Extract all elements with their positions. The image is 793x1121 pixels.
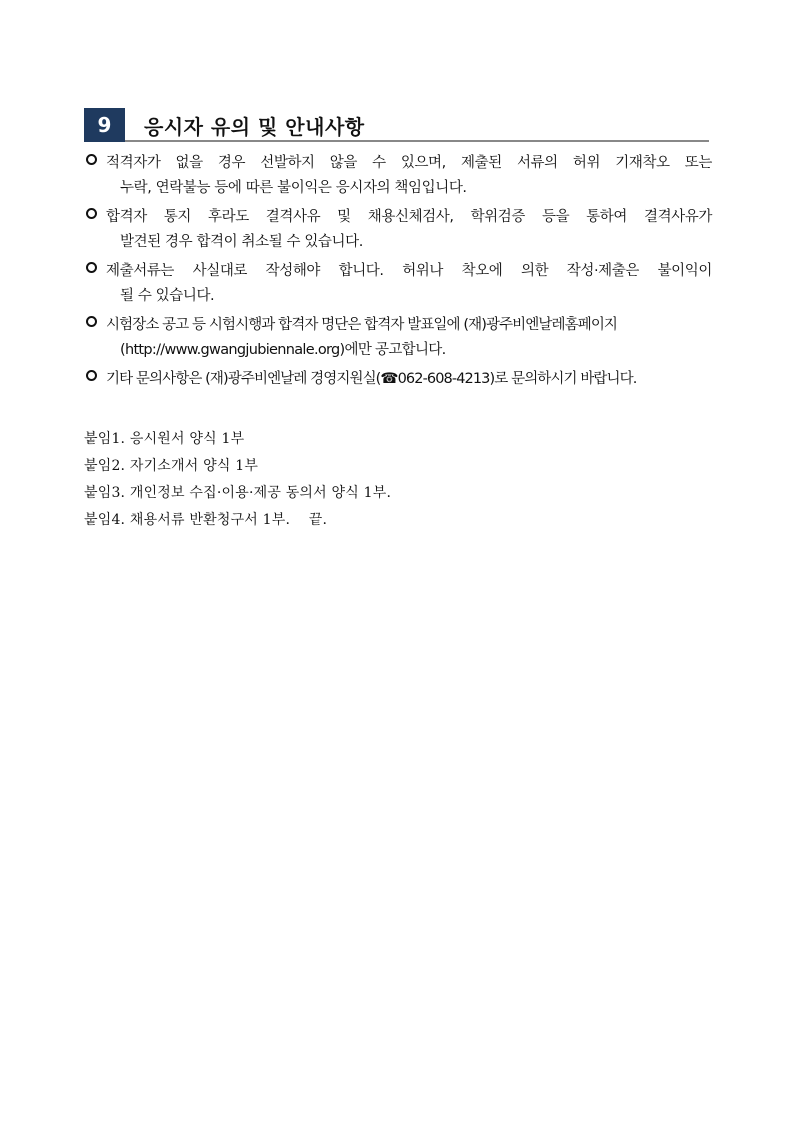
section-number-badge: 9 (84, 108, 125, 142)
notice-item (86, 367, 712, 392)
notice-list (86, 151, 712, 396)
circle-bullet-icon (86, 154, 97, 165)
notice-text-line: 기타 문의사항은 (재)광주비엔날레 경영지원실(☎062-608-4213)로 문의하시기 바랍니다. (106, 371, 637, 387)
notice-text-line: 발견된 경우 합격이 취소될 수 있습니다. (120, 234, 363, 250)
attachment-item: 붙임1. 응시원서 양식 1부 (84, 431, 245, 447)
notice-text-line: 될 수 있습니다. (120, 288, 215, 304)
attachment-item: 붙임3. 개인정보 수집·이용·제공 동의서 양식 1부. (84, 485, 392, 501)
notice-text-line: 합격자 통지 후라도 결격사유 및 채용신체검사, 학위검증 등을 통하여 결격사유가 (106, 209, 712, 225)
notice-text-line: (http://www.gwangjubiennale.org)에만 공고합니다. (120, 342, 446, 358)
circle-bullet-icon (86, 208, 97, 219)
section-title: 응시자 유의 및 안내사항 (144, 115, 365, 139)
notice-item (86, 151, 712, 201)
attachment-item: 붙임4. 채용서류 반환청구서 1부. 끝. (84, 512, 328, 528)
section-header (84, 108, 709, 142)
notice-item (86, 205, 712, 255)
circle-bullet-icon (86, 370, 97, 381)
notice-item (86, 313, 712, 363)
section-underline (125, 140, 709, 142)
attachment-item: 붙임2. 자기소개서 양식 1부 (84, 458, 259, 474)
notice-text-line: 제출서류는 사실대로 작성해야 합니다. 허위나 착오에 의한 작성·제출은 불이익이 (106, 263, 712, 279)
notice-text-line: 적격자가 없을 경우 선발하지 않을 수 있으며, 제출된 서류의 허위 기재착오 또는 (106, 155, 712, 171)
notice-text-line: 시험장소 공고 등 시험시행과 합격자 명단은 합격자 발표일에 (재)광주비엔날레홈페이지 (106, 317, 618, 333)
attachment-list (84, 426, 584, 534)
notice-item (86, 259, 712, 309)
notice-text-line: 누락, 연락불능 등에 따른 불이익은 응시자의 책임입니다. (120, 180, 467, 196)
circle-bullet-icon (86, 316, 97, 327)
circle-bullet-icon (86, 262, 97, 273)
